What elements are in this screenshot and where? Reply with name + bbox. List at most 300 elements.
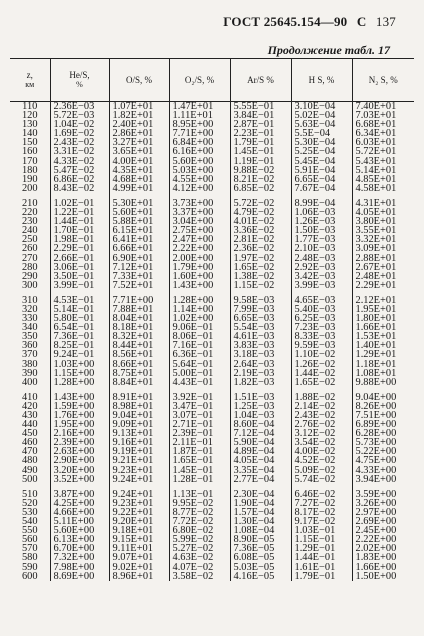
molecular-oxygen-cell: 2.39E−01 <box>169 429 230 438</box>
molecular-oxygen-cell: 7.72E−02 <box>169 517 230 526</box>
altitude-cell: 290 <box>21 271 38 281</box>
oxygen-cell: 9.18E+01 <box>109 526 169 535</box>
altitude-cell: 530 <box>21 507 38 518</box>
helium-cell: 6.70E+00 <box>50 544 109 553</box>
altitude-cell: 310 <box>21 294 38 305</box>
nitrogen-cell: 2.02E+00 <box>352 544 414 553</box>
hydrogen-cell: 1.88E−02 <box>291 387 352 402</box>
hydrogen-cell: 5.63E−04 <box>291 120 352 129</box>
argon-cell: 4.79E−02 <box>230 208 291 217</box>
table-row <box>10 420 414 429</box>
argon-cell: 3.83E−03 <box>230 341 291 350</box>
oxygen-cell: 6.90E+01 <box>109 254 169 263</box>
hydrogen-cell: 4.00E−02 <box>291 447 352 456</box>
argon-cell: 1.25E−03 <box>230 402 291 411</box>
altitude-cell: 140 <box>21 129 38 139</box>
argon-cell: 1.15E−02 <box>230 281 291 290</box>
oxygen-cell: 8.56E+01 <box>109 350 169 359</box>
helium-cell: 2.29E−01 <box>50 244 109 253</box>
helium-cell: 1.95E+00 <box>50 420 109 429</box>
altitude-cell: 280 <box>21 262 38 272</box>
table-row <box>10 217 414 226</box>
altitude-cell: 600 <box>21 571 38 581</box>
helium-cell: 9.24E−01 <box>50 350 109 359</box>
hydrogen-cell: 5.74E−02 <box>291 475 352 484</box>
hydrogen-cell: 2.10E−03 <box>291 244 352 253</box>
helium-cell: 8.43E−02 <box>50 184 109 193</box>
hydrogen-cell: 6.46E−02 <box>291 484 352 499</box>
table-row <box>10 314 414 323</box>
molecular-oxygen-cell: 1.60E+00 <box>169 272 230 281</box>
hydrogen-cell: 9.17E−02 <box>291 517 352 526</box>
hydrogen-cell: 5.02E−04 <box>291 111 352 120</box>
molecular-oxygen-cell: 9.95E−02 <box>169 499 230 508</box>
altitude-cell: 120 <box>21 111 38 121</box>
argon-cell: 4.05E−04 <box>230 456 291 465</box>
molecular-oxygen-cell: 6.84E+00 <box>169 138 230 147</box>
molecular-oxygen-cell: 5.64E−01 <box>169 360 230 369</box>
molecular-oxygen-cell: 5.27E−02 <box>169 544 230 553</box>
oxygen-cell: 9.15E+01 <box>109 535 169 544</box>
table-row <box>10 499 414 508</box>
oxygen-cell: 4.00E+01 <box>109 157 169 166</box>
nitrogen-cell: 6.89E+00 <box>352 420 414 429</box>
hydrogen-cell: 1.10E−02 <box>291 350 352 359</box>
nitrogen-cell: 4.75E+00 <box>352 456 414 465</box>
table-row <box>10 290 414 305</box>
column-header-oxygen: O/S, % <box>109 59 169 102</box>
altitude-cell: 390 <box>21 368 38 378</box>
argon-cell: 9.58E−03 <box>230 290 291 305</box>
hydrogen-cell: 2.43E−02 <box>291 411 352 420</box>
molecular-oxygen-cell: 1.28E−01 <box>169 475 230 484</box>
molecular-oxygen-cell: 9.06E−01 <box>169 323 230 332</box>
helium-cell: 2.66E−01 <box>50 254 109 263</box>
table-row <box>10 226 414 235</box>
altitude-cell: 580 <box>21 553 38 563</box>
argon-cell: 3.35E−04 <box>230 466 291 475</box>
oxygen-cell: 8.96E+01 <box>109 572 169 581</box>
helium-cell: 1.22E−01 <box>50 208 109 217</box>
nitrogen-cell: 4.33E+00 <box>352 466 414 475</box>
oxygen-cell: 9.23E+01 <box>109 499 169 508</box>
oxygen-cell: 9.24E+01 <box>109 475 169 484</box>
page-header <box>223 14 396 30</box>
altitude-cell: 430 <box>21 411 38 421</box>
argon-cell: 6.08E−05 <box>230 553 291 562</box>
molecular-oxygen-cell: 1.02E+00 <box>169 314 230 323</box>
molecular-oxygen-cell: 1.28E+00 <box>169 290 230 305</box>
oxygen-cell: 9.09E+01 <box>109 420 169 429</box>
hydrogen-cell: 5.25E−04 <box>291 147 352 156</box>
hydrogen-cell: 6.25E−03 <box>291 314 352 323</box>
molecular-oxygen-cell: 1.47E+01 <box>169 102 230 112</box>
hydrogen-cell: 7.23E−03 <box>291 323 352 332</box>
oxygen-cell: 8.32E+01 <box>109 332 169 341</box>
nitrogen-cell: 3.32E+01 <box>352 235 414 244</box>
molecular-oxygen-cell: 2.11E−01 <box>169 438 230 447</box>
helium-cell: 5.47E−02 <box>50 166 109 175</box>
molecular-oxygen-cell: 8.77E−02 <box>169 508 230 517</box>
molecular-oxygen-cell: 7.71E+00 <box>169 129 230 138</box>
helium-cell: 2.16E+00 <box>50 429 109 438</box>
table-row <box>10 350 414 359</box>
nitrogen-cell: 4.05E+01 <box>352 208 414 217</box>
table-row <box>10 456 414 465</box>
nitrogen-cell: 1.53E+01 <box>352 332 414 341</box>
table-row <box>10 411 414 420</box>
nitrogen-cell: 1.95E+01 <box>352 305 414 314</box>
nitrogen-cell: 4.31E+01 <box>352 193 414 208</box>
table-row <box>10 208 414 217</box>
oxygen-cell: 9.23E+01 <box>109 466 169 475</box>
table-row <box>10 387 414 402</box>
nitrogen-cell: 8.26E+00 <box>352 402 414 411</box>
table-row <box>10 526 414 535</box>
nitrogen-cell: 7.40E+01 <box>352 102 414 112</box>
hydrogen-cell: 3.54E−02 <box>291 438 352 447</box>
altitude-cell: 150 <box>21 138 38 148</box>
molecular-oxygen-cell: 2.22E+00 <box>169 244 230 253</box>
altitude-cell: 550 <box>21 526 38 536</box>
oxygen-cell: 9.07E+01 <box>109 553 169 562</box>
table-row <box>10 166 414 175</box>
table-row <box>10 281 414 290</box>
nitrogen-cell: 2.22E+00 <box>352 535 414 544</box>
molecular-oxygen-cell: 1.13E−01 <box>169 484 230 499</box>
table-row <box>10 484 414 499</box>
altitude-cell: 500 <box>21 474 38 484</box>
helium-cell: 2.90E+00 <box>50 456 109 465</box>
argon-cell: 5.54E−03 <box>230 323 291 332</box>
nitrogen-cell: 2.97E+00 <box>352 508 414 517</box>
argon-cell: 4.16E−05 <box>230 572 291 581</box>
altitude-cell: 360 <box>21 341 38 351</box>
oxygen-cell: 4.68E+01 <box>109 175 169 184</box>
table-row <box>10 323 414 332</box>
table-row <box>10 429 414 438</box>
argon-cell: 1.82E−03 <box>230 378 291 387</box>
nitrogen-cell: 2.45E+00 <box>352 526 414 535</box>
table-row <box>10 235 414 244</box>
table-row <box>10 378 414 387</box>
altitude-cell: 220 <box>21 208 38 218</box>
hydrogen-cell: 3.12E−02 <box>291 429 352 438</box>
table-row <box>10 305 414 314</box>
argon-cell: 2.19E−03 <box>230 369 291 378</box>
table-row <box>10 369 414 378</box>
altitude-cell: 520 <box>21 498 38 508</box>
helium-cell: 1.98E−01 <box>50 235 109 244</box>
table-row <box>10 184 414 193</box>
hydrogen-cell: 5.30E−04 <box>291 138 352 147</box>
molecular-oxygen-cell: 1.14E+00 <box>169 305 230 314</box>
helium-cell: 8.69E+00 <box>50 572 109 581</box>
altitude-cell: 210 <box>21 197 38 209</box>
hydrogen-cell: 1.65E−02 <box>291 378 352 387</box>
hydrogen-cell: 1.03E−01 <box>291 526 352 535</box>
argon-cell: 7.99E−03 <box>230 305 291 314</box>
column-header-hydrogen: H S, % <box>291 59 352 102</box>
argon-cell: 4.61E−03 <box>230 332 291 341</box>
table-row <box>10 138 414 147</box>
nitrogen-cell: 5.73E+00 <box>352 438 414 447</box>
hydrogen-cell: 1.77E−03 <box>291 235 352 244</box>
nitrogen-cell: 2.48E+01 <box>352 272 414 281</box>
hydrogen-cell: 2.14E−02 <box>291 402 352 411</box>
nitrogen-cell: 6.68E+01 <box>352 120 414 129</box>
molecular-oxygen-cell: 1.79E+00 <box>169 263 230 272</box>
argon-cell: 7.36E−05 <box>230 544 291 553</box>
hydrogen-cell: 1.61E−01 <box>291 563 352 572</box>
argon-cell: 1.79E−01 <box>230 138 291 147</box>
argon-cell: 2.23E−01 <box>230 129 291 138</box>
helium-cell: 1.15E+00 <box>50 369 109 378</box>
molecular-oxygen-cell: 3.92E−01 <box>169 387 230 402</box>
helium-cell: 4.33E−02 <box>50 157 109 166</box>
hydrogen-cell: 9.59E−03 <box>291 341 352 350</box>
nitrogen-cell: 3.59E+00 <box>352 484 414 499</box>
oxygen-cell: 5.30E+01 <box>109 193 169 208</box>
argon-cell: 3.36E−02 <box>230 226 291 235</box>
nitrogen-cell: 7.51E+00 <box>352 411 414 420</box>
helium-cell: 3.50E−01 <box>50 272 109 281</box>
argon-cell: 1.38E−02 <box>230 272 291 281</box>
table-row <box>10 553 414 562</box>
hydrogen-cell: 5.5E−04 <box>291 129 352 138</box>
table-row <box>10 447 414 456</box>
oxygen-cell: 4.35E+01 <box>109 166 169 175</box>
molecular-oxygen-cell: 5.60E+00 <box>169 157 230 166</box>
nitrogen-cell: 2.12E+01 <box>352 290 414 305</box>
altitude-cell: 420 <box>21 401 38 411</box>
argon-cell: 8.60E−04 <box>230 420 291 429</box>
molecular-oxygen-cell: 4.12E+00 <box>169 184 230 193</box>
table-row <box>10 360 414 369</box>
oxygen-cell: 8.04E+01 <box>109 314 169 323</box>
helium-cell: 6.86E−02 <box>50 175 109 184</box>
hydrogen-cell: 2.76E−02 <box>291 420 352 429</box>
helium-cell: 6.54E−01 <box>50 323 109 332</box>
argon-cell: 6.65E−03 <box>230 314 291 323</box>
table-row <box>10 193 414 208</box>
hydrogen-cell: 1.50E−03 <box>291 226 352 235</box>
column-header-molecular-oxygen: O₂/S, % <box>169 59 230 102</box>
oxygen-cell: 6.15E+01 <box>109 226 169 235</box>
nitrogen-cell: 1.18E+01 <box>352 360 414 369</box>
oxygen-cell: 7.12E+01 <box>109 263 169 272</box>
hydrogen-cell: 7.67E−04 <box>291 184 352 193</box>
molecular-oxygen-cell: 8.06E−01 <box>169 332 230 341</box>
helium-cell: 7.32E+00 <box>50 553 109 562</box>
oxygen-cell: 9.04E+01 <box>109 411 169 420</box>
table-row <box>10 102 414 112</box>
altitude-cell: 480 <box>21 456 38 466</box>
altitude-cell: 490 <box>21 465 38 475</box>
argon-cell: 5.90E−04 <box>230 438 291 447</box>
altitude-cell: 440 <box>21 420 38 430</box>
altitude-cell: 320 <box>21 304 38 315</box>
oxygen-cell: 9.24E+01 <box>109 484 169 499</box>
molecular-oxygen-cell: 2.75E+00 <box>169 226 230 235</box>
hydrogen-cell: 4.52E−02 <box>291 456 352 465</box>
nitrogen-cell: 1.66E+00 <box>352 563 414 572</box>
hydrogen-cell: 5.40E−03 <box>291 305 352 314</box>
nitrogen-cell: 9.88E+00 <box>352 378 414 387</box>
helium-cell: 1.69E−02 <box>50 129 109 138</box>
altitude-cell: 130 <box>21 120 38 130</box>
oxygen-cell: 2.40E+01 <box>109 120 169 129</box>
molecular-oxygen-cell: 7.16E−01 <box>169 341 230 350</box>
helium-cell: 4.25E+00 <box>50 499 109 508</box>
altitude-cell: 510 <box>21 488 38 499</box>
table-row <box>10 475 414 484</box>
altitude-cell: 470 <box>21 447 38 457</box>
table-row <box>10 517 414 526</box>
nitrogen-cell: 3.55E+01 <box>352 226 414 235</box>
nitrogen-cell: 1.80E+01 <box>352 314 414 323</box>
hydrogen-cell: 5.45E−04 <box>291 157 352 166</box>
helium-cell: 5.60E+00 <box>50 526 109 535</box>
nitrogen-cell: 2.69E+00 <box>352 517 414 526</box>
oxygen-cell: 8.84E+01 <box>109 378 169 387</box>
altitude-cell: 240 <box>21 226 38 236</box>
argon-cell: 4.89E−04 <box>230 447 291 456</box>
argon-cell: 1.57E−04 <box>230 508 291 517</box>
helium-cell: 1.76E+00 <box>50 411 109 420</box>
table-row <box>10 263 414 272</box>
argon-cell: 2.30E−04 <box>230 484 291 499</box>
table-row <box>10 544 414 553</box>
helium-cell: 3.99E−01 <box>50 281 109 290</box>
helium-cell: 2.43E−02 <box>50 138 109 147</box>
molecular-oxygen-cell: 1.87E−01 <box>169 447 230 456</box>
nitrogen-cell: 1.08E+01 <box>352 369 414 378</box>
argon-cell: 5.03E−05 <box>230 563 291 572</box>
argon-cell: 1.51E−03 <box>230 387 291 402</box>
oxygen-cell: 8.66E+01 <box>109 360 169 369</box>
oxygen-cell: 9.21E+01 <box>109 456 169 465</box>
altitude-cell: 370 <box>21 350 38 360</box>
column-header-altitude: z, км <box>10 59 50 102</box>
helium-cell: 1.59E+00 <box>50 402 109 411</box>
helium-cell: 7.36E−01 <box>50 332 109 341</box>
oxygen-cell: 6.66E+01 <box>109 244 169 253</box>
hydrogen-cell: 2.48E−03 <box>291 254 352 263</box>
table-header-row <box>10 59 414 102</box>
nitrogen-cell: 4.85E+01 <box>352 175 414 184</box>
hydrogen-cell: 8.99E−04 <box>291 193 352 208</box>
nitrogen-cell: 3.80E+01 <box>352 217 414 226</box>
table-row <box>10 147 414 156</box>
hydrogen-cell: 1.15E−01 <box>291 535 352 544</box>
molecular-oxygen-cell: 1.43E+00 <box>169 281 230 290</box>
table-row <box>10 438 414 447</box>
helium-cell: 5.14E−01 <box>50 305 109 314</box>
oxygen-cell: 1.07E+01 <box>109 102 169 112</box>
argon-cell: 1.19E−01 <box>230 157 291 166</box>
helium-cell: 3.20E+00 <box>50 466 109 475</box>
table-row <box>10 341 414 350</box>
oxygen-cell: 7.33E+01 <box>109 272 169 281</box>
table-row <box>10 120 414 129</box>
argon-cell: 3.84E−01 <box>230 111 291 120</box>
oxygen-cell: 7.52E+01 <box>109 281 169 290</box>
table-continuation-caption: Продолжение табл. 17 <box>267 43 390 57</box>
helium-cell: 7.98E+00 <box>50 563 109 572</box>
molecular-oxygen-cell: 5.99E−02 <box>169 535 230 544</box>
molecular-oxygen-cell: 3.73E+00 <box>169 193 230 208</box>
oxygen-cell: 1.82E+01 <box>109 111 169 120</box>
helium-cell: 1.03E+00 <box>50 360 109 369</box>
molecular-oxygen-cell: 2.47E+00 <box>169 235 230 244</box>
oxygen-cell: 2.86E+01 <box>109 129 169 138</box>
argon-cell: 4.01E−02 <box>230 217 291 226</box>
hydrogen-cell: 1.26E−03 <box>291 217 352 226</box>
hydrogen-cell: 5.91E−04 <box>291 166 352 175</box>
hydrogen-cell: 3.99E−03 <box>291 281 352 290</box>
table-row <box>10 129 414 138</box>
argon-cell: 6.85E−02 <box>230 184 291 193</box>
helium-cell: 1.44E−01 <box>50 217 109 226</box>
argon-cell: 2.81E−02 <box>230 235 291 244</box>
argon-cell: 2.36E−02 <box>230 244 291 253</box>
helium-cell: 1.02E−01 <box>50 193 109 208</box>
nitrogen-cell: 4.58E+01 <box>352 184 414 193</box>
altitude-cell: 230 <box>21 217 38 227</box>
oxygen-cell: 9.20E+01 <box>109 517 169 526</box>
argon-cell: 5.55E−01 <box>230 102 291 112</box>
helium-cell: 5.72E−03 <box>50 111 109 120</box>
nitrogen-cell: 2.67E+01 <box>352 263 414 272</box>
oxygen-cell: 6.41E+01 <box>109 235 169 244</box>
argon-cell: 8.21E−02 <box>230 175 291 184</box>
argon-cell: 9.88E−02 <box>230 166 291 175</box>
argon-cell: 1.45E−01 <box>230 147 291 156</box>
altitude-cell: 560 <box>21 535 38 545</box>
molecular-oxygen-cell: 2.00E+00 <box>169 254 230 263</box>
nitrogen-cell: 1.66E+01 <box>352 323 414 332</box>
nitrogen-cell: 3.09E+01 <box>352 244 414 253</box>
molecular-oxygen-cell: 8.95E+00 <box>169 120 230 129</box>
hydrogen-cell: 7.27E−02 <box>291 499 352 508</box>
argon-cell: 1.04E−03 <box>230 411 291 420</box>
molecular-oxygen-cell: 4.63E−02 <box>169 553 230 562</box>
table-row <box>10 254 414 263</box>
oxygen-cell: 5.88E+01 <box>109 217 169 226</box>
argon-cell: 2.87E−01 <box>230 120 291 129</box>
table-row <box>10 111 414 120</box>
oxygen-cell: 8.18E+01 <box>109 323 169 332</box>
data-table <box>10 58 414 581</box>
molecular-oxygen-cell: 3.37E+00 <box>169 208 230 217</box>
molecular-oxygen-cell: 4.43E−01 <box>169 378 230 387</box>
nitrogen-cell: 3.94E+00 <box>352 475 414 484</box>
altitude-cell: 460 <box>21 438 38 448</box>
nitrogen-cell: 5.14E+01 <box>352 166 414 175</box>
molecular-oxygen-cell: 6.16E+00 <box>169 147 230 156</box>
column-header-helium: He/S, % <box>50 59 109 102</box>
molecular-oxygen-cell: 6.36E−01 <box>169 350 230 359</box>
altitude-cell: 570 <box>21 544 38 554</box>
table-row <box>10 508 414 517</box>
helium-cell: 3.52E+00 <box>50 475 109 484</box>
helium-cell: 1.28E+00 <box>50 378 109 387</box>
altitude-cell: 180 <box>21 165 38 175</box>
oxygen-cell: 8.91E+01 <box>109 387 169 402</box>
argon-cell: 8.90E−05 <box>230 535 291 544</box>
oxygen-cell: 4.99E+01 <box>109 184 169 193</box>
